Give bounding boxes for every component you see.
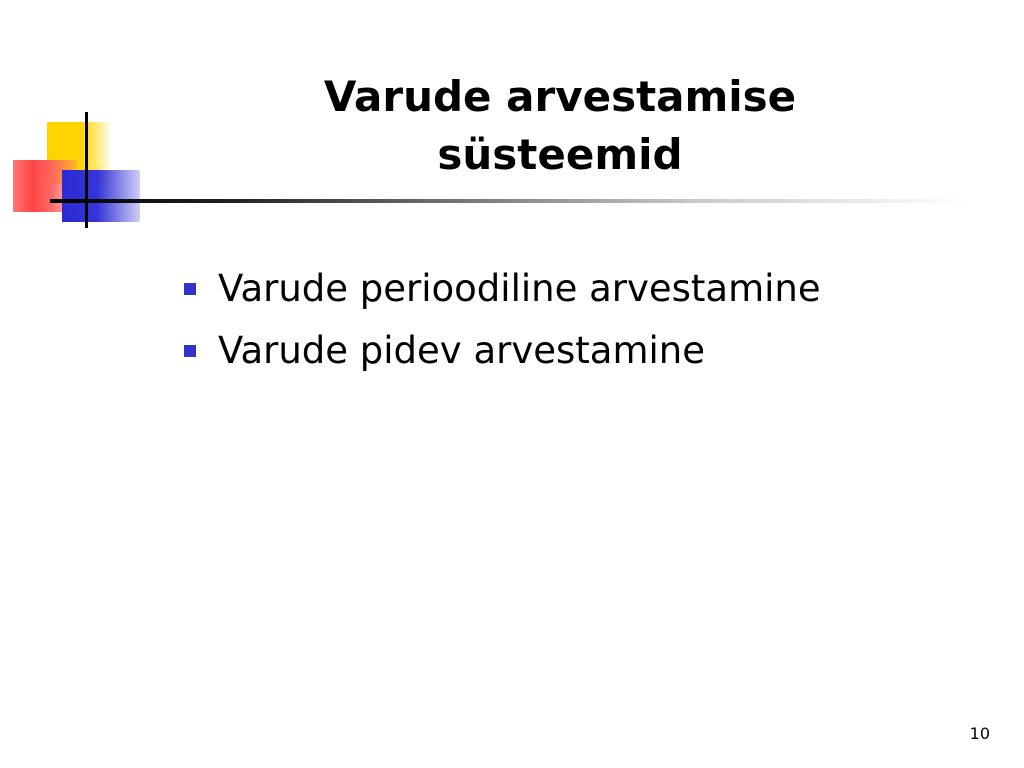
square-bullet-icon xyxy=(184,283,196,295)
slide-title-line2: süsteemid xyxy=(437,130,683,179)
slide-title-line1: Varude arvestamise xyxy=(323,72,797,121)
bullet-text: Varude pidev arvestamine xyxy=(218,329,705,372)
page-number: 10 xyxy=(969,724,990,743)
bullet-text: Varude perioodiline arvestamine xyxy=(218,267,821,310)
decorative-squares-icon xyxy=(0,0,150,240)
vertical-line xyxy=(85,112,88,228)
bullet-item xyxy=(180,258,821,320)
title-underline xyxy=(50,199,970,203)
blue-square-icon xyxy=(62,170,140,222)
square-bullet-icon xyxy=(184,345,196,357)
bullet-list xyxy=(180,258,821,382)
bullet-item xyxy=(180,320,821,382)
slide-title xyxy=(260,68,860,184)
